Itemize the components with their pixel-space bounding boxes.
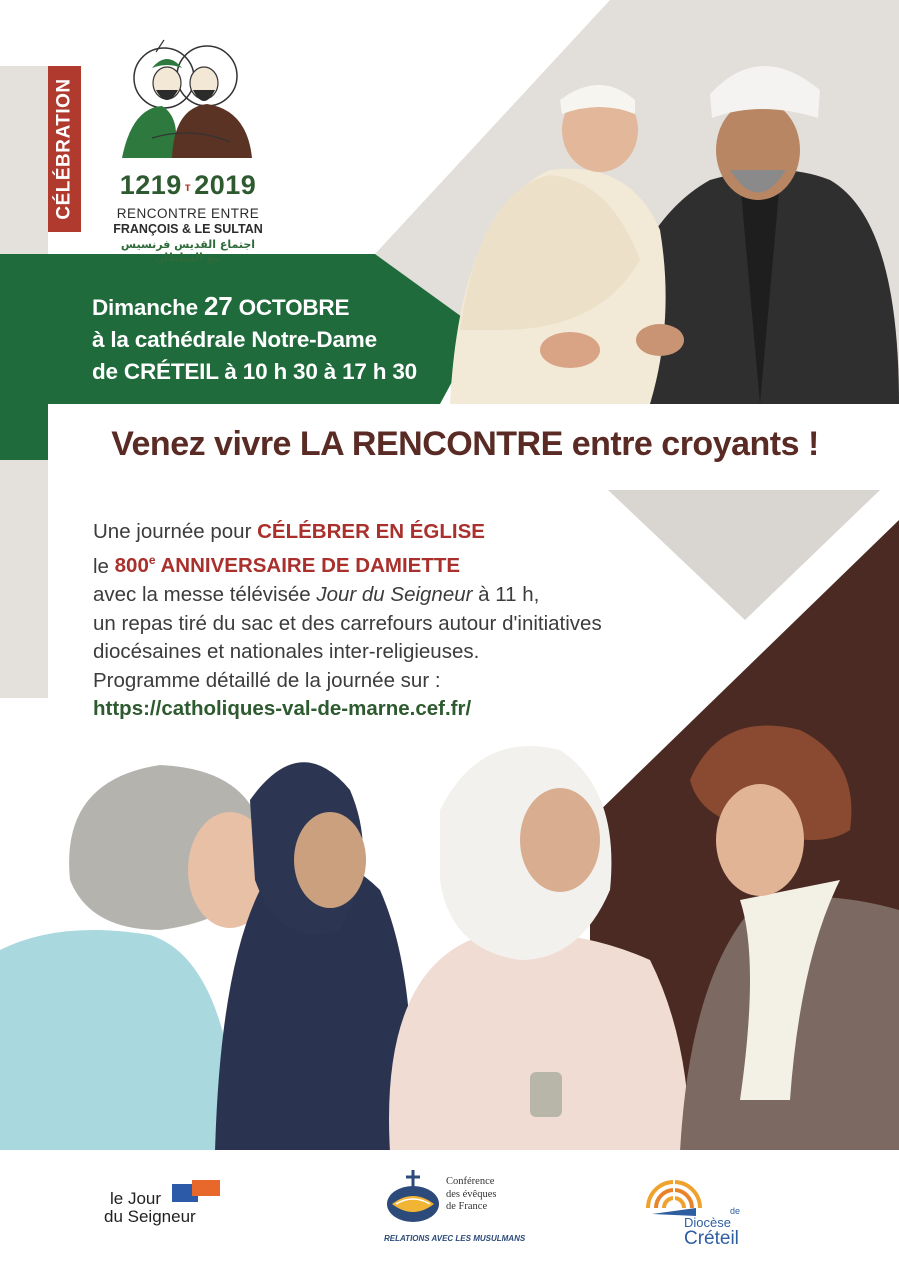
event-month: OCTOBRE (232, 295, 350, 320)
text-segment: avec la messe télévisée (93, 583, 317, 607)
description-line-4: un repas tiré du sac et des carrefours autour d'initiatives (93, 611, 602, 635)
highlight-celebrate: CÉLÉBRER EN ÉGLISE (257, 520, 485, 543)
cef-line3: de France (446, 1201, 488, 1212)
ljs-line1: le Jour (110, 1189, 162, 1208)
event-location-line2: de CRÉTEIL à 10 h 30 à 17 h 30 (92, 359, 417, 384)
logo-year-end: 2019 (194, 170, 257, 200)
ordinal-suffix: e (148, 553, 156, 568)
description-line-2 (93, 547, 653, 581)
description-line-3 (93, 581, 653, 610)
text-segment: à 11 h, (472, 583, 540, 607)
logo-year-start: 1219 (119, 170, 182, 200)
text-segment: le (93, 554, 115, 578)
event-location-line1: à la cathédrale Notre-Dame (92, 327, 377, 352)
diocese-de: de (730, 1206, 741, 1216)
program-link[interactable]: https://catholiques-val-de-marne.cef.fr/ (93, 697, 472, 721)
cef-logo (384, 1168, 524, 1250)
event-description (93, 518, 653, 724)
logo-subtitle-line1: RENCONTRE ENTRE (116, 206, 260, 221)
event-day-prefix: Dimanche (92, 295, 204, 320)
highlight-anniversary (115, 554, 460, 577)
francis-sultan-embrace-illustration (112, 38, 264, 168)
women-meeting-photo (0, 720, 899, 1152)
sunburst-icon (644, 1164, 704, 1219)
headline: Venez vivre LA RENCONTRE entre croyants ! (111, 425, 819, 463)
cef-subtitle: RELATIONS AVEC LES MUSULMANS (384, 1234, 526, 1243)
tau-cross-icon: т (184, 179, 192, 194)
cef-line1: Conférence (446, 1176, 495, 1187)
cef-name (446, 1176, 496, 1214)
jour-du-seigneur-logo (104, 1180, 244, 1240)
anniversary-label: ANNIVERSAIRE DE DAMIETTE (155, 554, 461, 578)
ljs-line2: du Seigneur (104, 1207, 196, 1226)
event-day-number: 27 (204, 291, 233, 321)
cef-line2: des évêques (446, 1188, 497, 1200)
event-date (92, 290, 472, 324)
logo-years (112, 170, 264, 201)
text-segment: Une journée pour (93, 520, 258, 543)
creteil-label: Créteil (684, 1228, 739, 1249)
logo-subtitle-line2: FRANÇOIS & LE SULTAN (113, 222, 263, 236)
anniversary-number: 800 (114, 554, 149, 578)
diocese-label: Diocèse (684, 1215, 731, 1230)
description-line-1 (93, 518, 653, 547)
logo-arabic-subtitle: اجتماع القديس فرنسيس مع السلطان (120, 238, 256, 264)
celebration-tag (48, 66, 81, 232)
jour-du-seigneur-text (104, 1190, 196, 1226)
tv-show-title: Jour du Seigneur (316, 583, 473, 607)
diocese-creteil-logo (640, 1162, 760, 1252)
description-line-5: diocésaines et nationales inter-religieuses. (93, 640, 480, 664)
celebration-tag-label: CÉLÉBRATION (53, 78, 75, 220)
event-logo (112, 38, 264, 264)
pope-imam-photo (440, 30, 899, 404)
cef-cross-fish-icon (384, 1168, 442, 1228)
description-line-6: Programme détaillé de la journée sur : (93, 668, 441, 692)
event-date-location (92, 290, 472, 388)
